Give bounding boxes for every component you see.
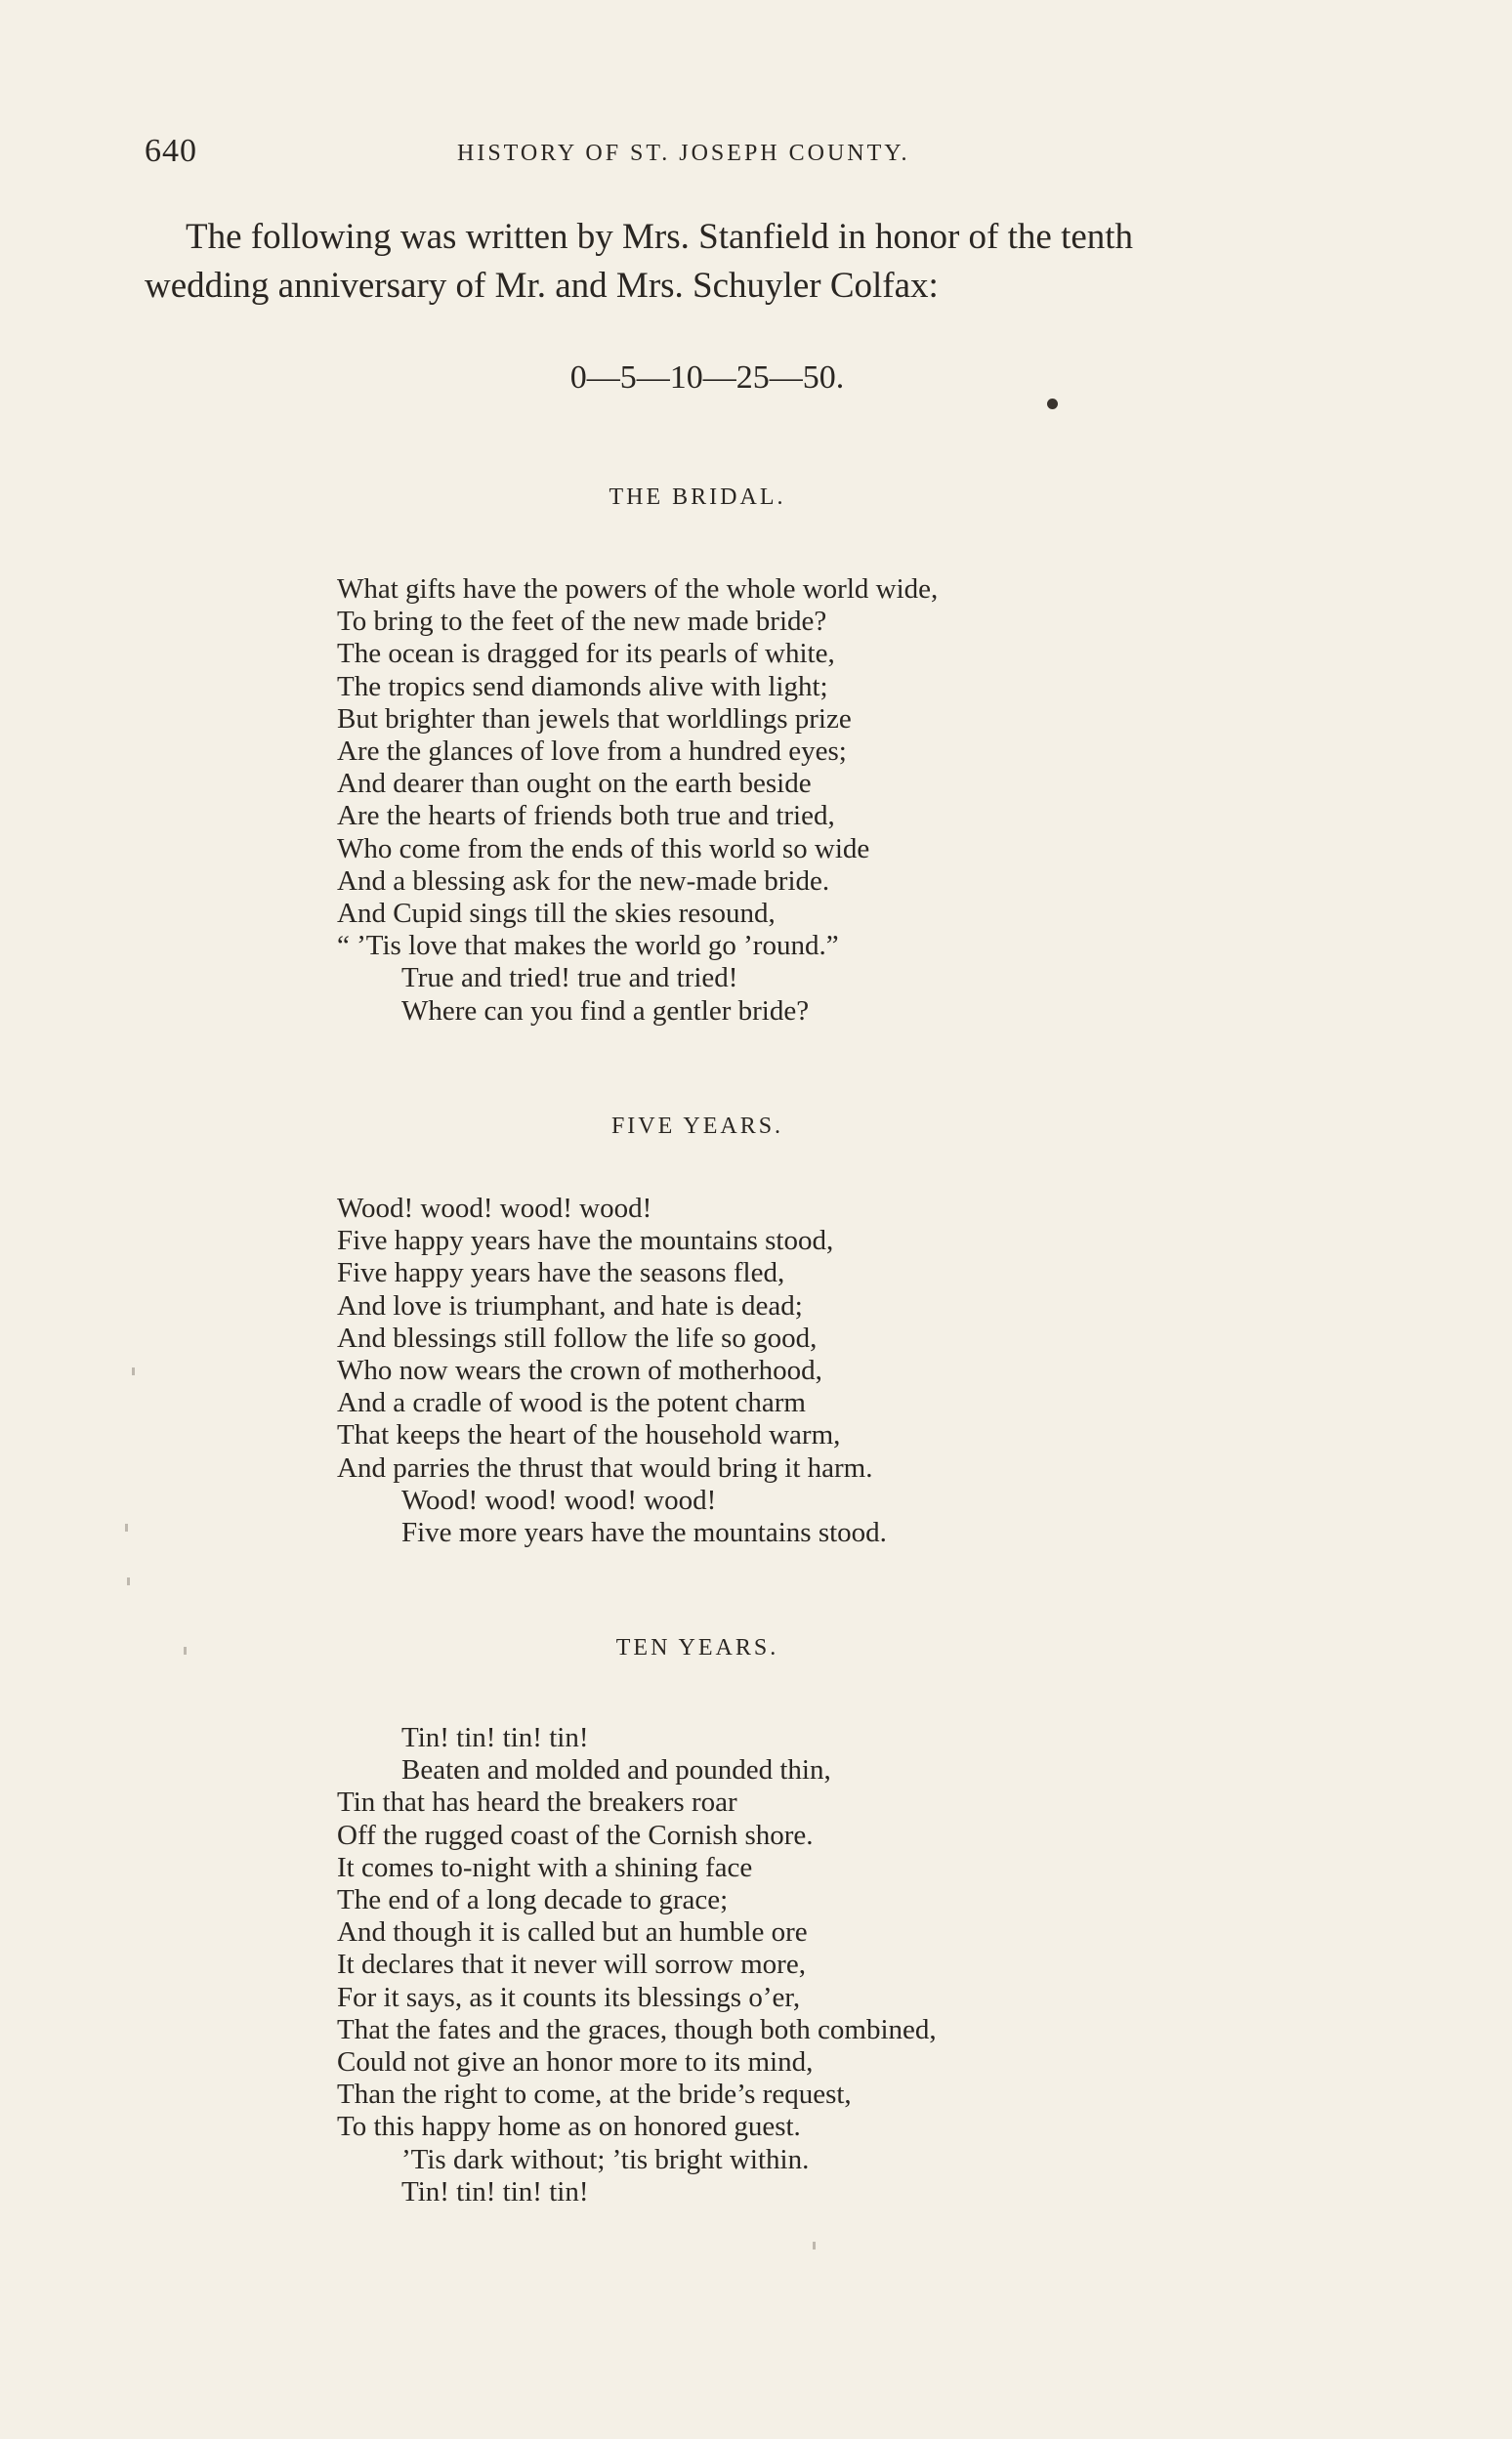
poem-line: Tin! tin! tin! tin! xyxy=(401,2175,589,2208)
poem-line: Five happy years have the mountains stood, xyxy=(337,1225,834,1257)
poem-line: And blessings still follow the life so good, xyxy=(337,1322,818,1354)
poem-line: Five happy years have the seasons fled, xyxy=(337,1257,785,1289)
poem-line: The end of a long decade to grace; xyxy=(337,1884,729,1916)
poem-line: But brighter than jewels that worldlings prize xyxy=(337,702,852,735)
poem-stanza-bridal xyxy=(337,573,1216,1028)
intro-paragraph xyxy=(145,213,1395,311)
poem-line: Tin! tin! tin! tin! xyxy=(401,1722,589,1753)
poem-line: Who now wears the crown of motherhood, xyxy=(337,1355,822,1387)
ink-dot xyxy=(1047,399,1058,409)
intro-line-1: The following was written by Mrs. Stanfield in honor of the tenth xyxy=(186,217,1134,257)
poem-line: Who come from the ends of this world so wide xyxy=(337,832,870,864)
poem-line: To bring to the feet of the new made bride? xyxy=(337,606,827,638)
poem-line: And love is triumphant, and hate is dead; xyxy=(337,1289,803,1322)
poem-line: Could not give an honor more to its mind, xyxy=(337,2046,814,2079)
poem-line: Five more years have the mountains stood. xyxy=(401,1517,887,1549)
poem-line: Are the glances of love from a hundred eyes; xyxy=(337,736,847,768)
poem-line: That keeps the heart of the household warm, xyxy=(337,1419,841,1451)
poem-line: Beaten and molded and pounded thin, xyxy=(401,1754,831,1787)
section-title-five-years: FIVE YEARS. xyxy=(610,1114,784,1139)
poem-line: Are the hearts of friends both true and tried, xyxy=(337,800,835,832)
poem-line: “ ’Tis love that makes the world go ’round.” xyxy=(337,930,839,962)
poem-line: To this happy home as on honored guest. xyxy=(337,2111,801,2143)
poem-line: Where can you find a gentler bride? xyxy=(401,994,810,1027)
poem-line: The ocean is dragged for its pearls of white, xyxy=(337,638,835,670)
poem-stanza-ten-years xyxy=(337,1722,1216,2208)
paper-speck xyxy=(127,1577,130,1585)
page-header xyxy=(145,133,1024,172)
poem-line: And a cradle of wood is the potent charm xyxy=(337,1387,806,1419)
section-title-bridal: THE BRIDAL. xyxy=(609,484,786,510)
poem-line: It declares that it never will sorrow more, xyxy=(337,1949,806,1981)
paper-speck xyxy=(184,1647,187,1655)
poem-line: True and tried! true and tried! xyxy=(401,962,738,994)
paper-speck xyxy=(813,2242,816,2250)
poem-line: It comes to-night with a shining face xyxy=(337,1851,753,1883)
poem-line: What gifts have the powers of the whole world wide, xyxy=(337,573,939,605)
poem-line: Wood! wood! wood! wood! xyxy=(337,1193,652,1224)
poem-line: For it says, as it counts its blessings o’er, xyxy=(337,1981,801,2013)
poem-line: And a blessing ask for the new-made bride. xyxy=(337,864,830,897)
poem-line: And dearer than ought on the earth beside xyxy=(337,768,812,800)
page-number: 640 xyxy=(145,133,197,169)
poem-line: The tropics send diamonds alive with light; xyxy=(337,670,828,702)
poem-line: ’Tis dark without; ’tis bright within. xyxy=(401,2143,810,2175)
poem-line: Than the right to come, at the bride’s request, xyxy=(337,2079,852,2111)
intro-line-2: wedding anniversary of Mr. and Mrs. Schuyler Colfax: xyxy=(145,266,939,306)
poem-line: Tin that has heard the breakers roar xyxy=(337,1787,737,1819)
poem-stanza-five-years xyxy=(337,1193,1216,1549)
poem-line: Off the rugged coast of the Cornish shore. xyxy=(337,1819,814,1851)
poem-line: And Cupid sings till the skies resound, xyxy=(337,898,776,930)
poem-line: And parries the thrust that would bring it harm. xyxy=(337,1451,873,1484)
paper-speck xyxy=(125,1524,128,1532)
running-title: HISTORY OF ST. JOSEPH COUNTY. xyxy=(457,141,910,166)
paper-speck xyxy=(132,1367,135,1375)
anniversary-numbers-title: 0—5—10—25—50. xyxy=(569,359,845,396)
poem-line: And though it is called but an humble ore xyxy=(337,1916,808,1949)
poem-line: That the fates and the graces, though both combined, xyxy=(337,2013,937,2045)
section-title-ten-years: TEN YEARS. xyxy=(615,1635,779,1661)
poem-line: Wood! wood! wood! wood! xyxy=(401,1484,717,1516)
